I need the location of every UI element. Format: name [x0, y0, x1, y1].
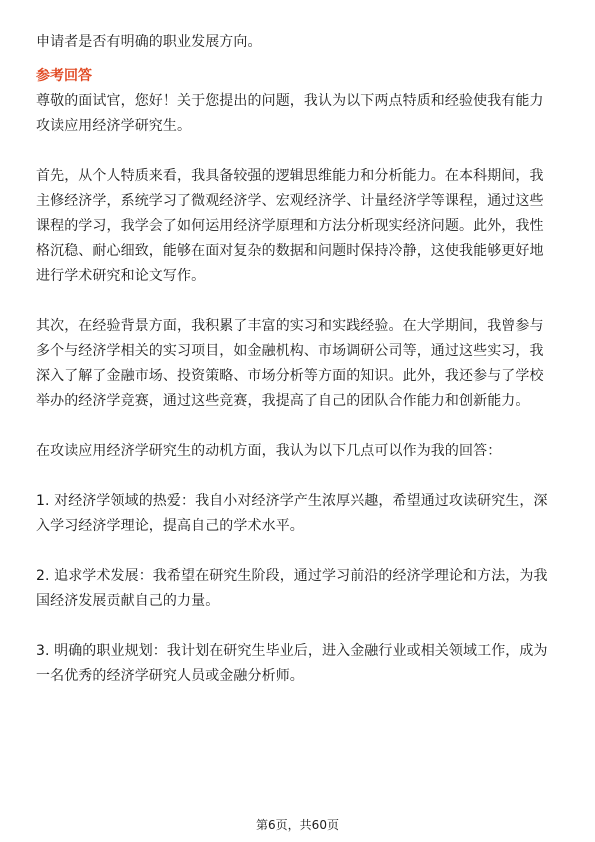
- paragraph-line: 多个与经济学相关的实习项目，如金融机构、市场调研公司等，通过这些实习，我: [36, 343, 544, 359]
- paragraph-line: 深入了解了金融市场、投资策略、市场分析等方面的知识。此外，我还参与了学校: [36, 368, 544, 384]
- paragraph-line: 3. 明确的职业规划：我计划在研究生毕业后，进入金融行业或相关领域工作，成为: [36, 643, 548, 659]
- paragraph-line: 举办的经济学竞赛，通过这些竞赛，我提高了自己的团队合作能力和创新能力。: [36, 393, 530, 409]
- paragraph-line: 首先，从个人特质来看，我具备较强的逻辑思维能力和分析能力。在本科期间，我: [36, 168, 544, 184]
- paragraph-intro: [36, 89, 561, 139]
- paragraph-line: 一名优秀的经济学研究人员或金融分析师。: [36, 668, 304, 684]
- paragraph-line: 国经济发展贡献自己的力量。: [36, 593, 220, 609]
- paragraph-line: 在攻读应用经济学研究生的动机方面，我认为以下几点可以作为我的回答：: [36, 443, 502, 459]
- list-item-3: [36, 639, 561, 689]
- paragraph-line: 1. 对经济学领域的热爱：我自小对经济学产生浓厚兴趣，希望通过攻读研究生，深: [36, 493, 548, 509]
- paragraph-line: 尊敬的面试官，您好！关于您提出的问题，我认为以下两点特质和经验使我有能力: [36, 93, 544, 109]
- paragraph-line: 进行学术研究和论文写作。: [36, 268, 206, 284]
- page-number-footer: 第6页，共60页: [256, 818, 339, 832]
- paragraph-experience: [36, 314, 561, 414]
- paragraph-line: 主修经济学，系统学习了微观经济学、宏观经济学、计量经济学等课程，通过这些: [36, 193, 544, 209]
- page-content: [36, 30, 561, 714]
- list-item-2: [36, 564, 561, 614]
- paragraph-line: 2. 追求学术发展：我希望在研究生阶段，通过学习前沿的经济学理论和方法，为我: [36, 568, 548, 584]
- paragraph-line: 格沉稳、耐心细致，能够在面对复杂的数据和问题时保持冷静，这使我能够更好地: [36, 243, 544, 259]
- list-item-1: [36, 489, 561, 539]
- paragraph-traits: [36, 164, 561, 289]
- answer-heading: 参考回答: [36, 68, 92, 84]
- paragraph-line: 课程的学习，我学会了如何运用经济学原理和方法分析现实经济问题。此外，我性: [36, 218, 544, 234]
- paragraph-line: 入学习经济学理论，提高自己的学术水平。: [36, 518, 304, 534]
- paragraph-motivation: [36, 439, 561, 464]
- paragraph-line: 其次，在经验背景方面，我积累了丰富的实习和实践经验。在大学期间，我曾参与: [36, 318, 544, 334]
- lead-line: 申请者是否有明确的职业发展方向。: [36, 34, 262, 50]
- paragraph-line: 攻读应用经济学研究生。: [36, 118, 192, 134]
